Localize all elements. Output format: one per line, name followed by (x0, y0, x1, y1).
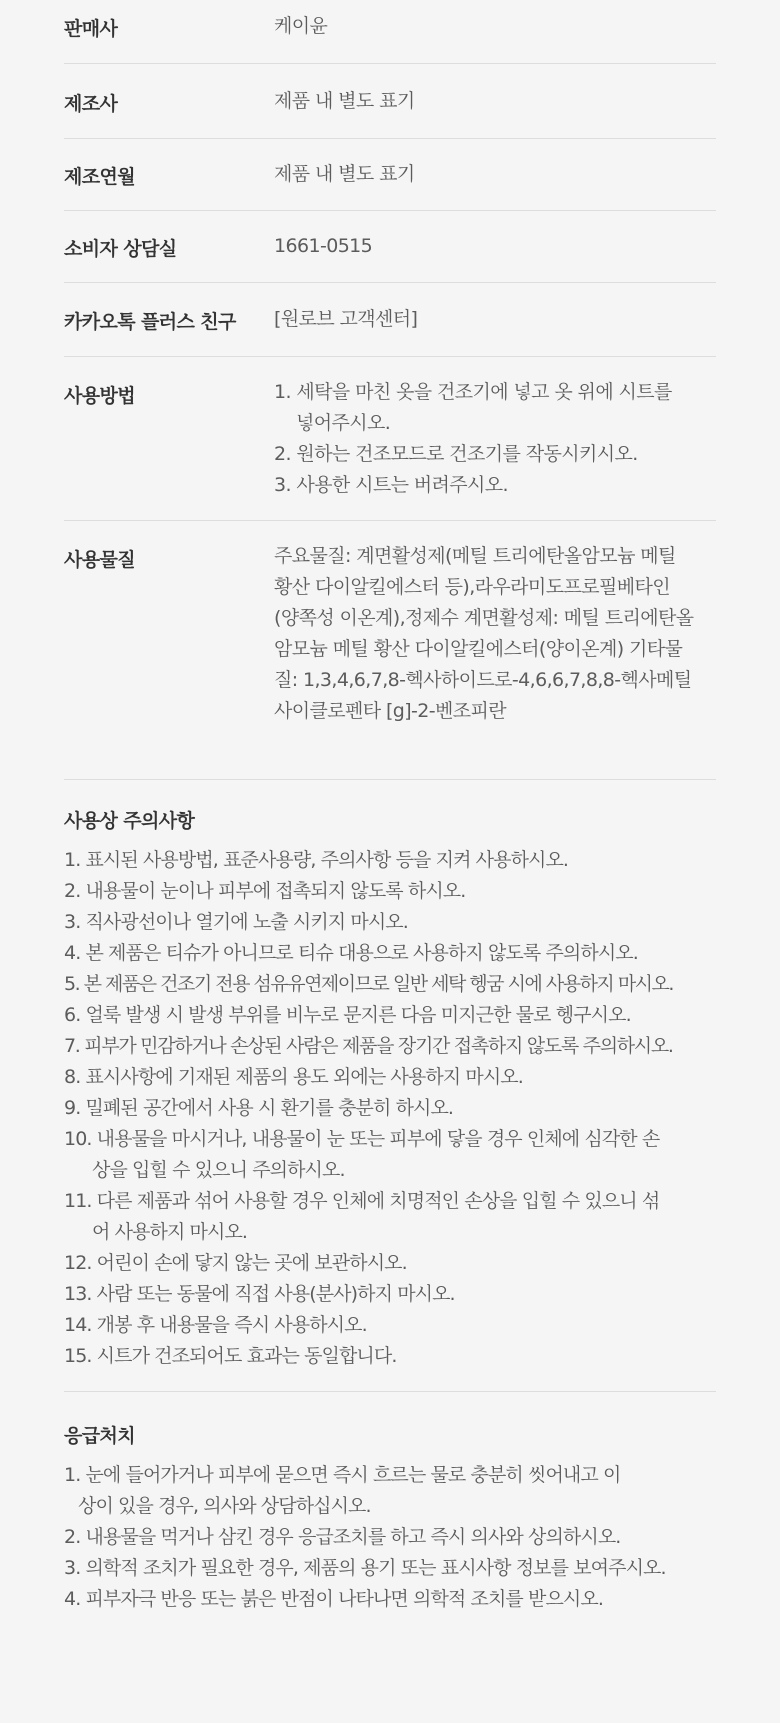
info-row-usage (64, 357, 716, 521)
info-row-kakao-channel (64, 283, 716, 357)
usage-step: 1. 세탁을 마친 옷을 건조기에 넣고 옷 위에 시트를 넣어주시오. (274, 381, 672, 434)
list-item: 5. 본 제품은 건조기 전용 섬유유연제이므로 일반 세탁 헹굼 시에 사용하지 마시오. (64, 973, 673, 995)
info-label: 제조사 (64, 93, 118, 115)
section-divider (64, 1391, 716, 1392)
list-item: 10. 내용물을 마시거나, 내용물이 눈 또는 피부에 닿을 경우 인체에 심각한 손상을 입힐 수 있으니 주의하시오. (64, 1128, 660, 1181)
info-value: 제품 내 별도 표기 (274, 163, 415, 185)
info-value: 케이윤 (274, 15, 328, 37)
list-item: 3. 직사광선이나 열기에 노출 시키지 마시오. (64, 911, 408, 933)
usage-step: 2. 원하는 건조모드로 건조기를 작동시키시오. (274, 443, 638, 465)
list-item: 7. 피부가 민감하거나 손상된 사람은 제품을 장기간 접촉하지 않도록 주의하시오. (64, 1035, 673, 1057)
info-label: 판매사 (64, 18, 118, 40)
info-row-manufacture-date (64, 139, 716, 211)
list-item: 13. 사람 또는 동물에 직접 사용(분사)하지 마시오. (64, 1283, 455, 1305)
info-label: 소비자 상담실 (64, 238, 177, 260)
usage-step: 3. 사용한 시트는 버려주시오. (274, 474, 508, 496)
first-aid-list (64, 1460, 724, 1615)
list-item: 9. 밀폐된 공간에서 사용 시 환기를 충분히 하시오. (64, 1097, 454, 1119)
list-item: 4. 피부자극 반응 또는 붉은 반점이 나타나면 의학적 조치를 받으시오. (64, 1588, 603, 1610)
list-item: 12. 어린이 손에 닿지 않는 곳에 보관하시오. (64, 1252, 407, 1274)
info-label: 카카오톡 플러스 친구 (64, 311, 236, 333)
info-row-seller (64, 0, 716, 64)
list-item: 14. 개봉 후 내용물을 즉시 사용하시오. (64, 1314, 367, 1336)
info-row-materials (64, 521, 716, 780)
info-label: 사용방법 (64, 385, 136, 407)
info-value: 1661-0515 (274, 235, 373, 257)
info-value: 제품 내 별도 표기 (274, 90, 415, 112)
materials-text: 주요물질: 계면활성제(메틸 트리에탄올암모늄 메틸 황산 다이알킬에스터 등),라우라미도프로필베타인 (양쪽성 이온계),정제수 계면활성제: 메틸 트리에탄올암모늄 메틸 황산 다이알킬에스터(양이온계) 기타물질: 1,3,4,6,7,8-헥사하이드로-4,6,6,7,8,8-헥사메틸사이클로펜타 [g]-2-벤조피란 (274, 545, 694, 722)
list-item: 2. 내용물이 눈이나 피부에 접촉되지 않도록 하시오. (64, 880, 466, 902)
usage-steps (274, 377, 694, 501)
list-item: 8. 표시사항에 기재된 제품의 용도 외에는 사용하지 마시오. (64, 1066, 523, 1088)
list-item: 1. 표시된 사용방법, 표준사용량, 주의사항 등을 지켜 사용하시오. (64, 849, 569, 871)
list-item: 2. 내용물을 먹거나 삼킨 경우 응급조치를 하고 즉시 의사와 상의하시오. (64, 1526, 621, 1548)
info-label: 제조연월 (64, 166, 136, 188)
precautions-list (64, 845, 724, 1372)
info-row-manufacturer (64, 64, 716, 139)
list-item: 4. 본 제품은 티슈가 아니므로 티슈 대용으로 사용하지 않도록 주의하시오. (64, 942, 638, 964)
first-aid-title: 응급처치 (64, 1425, 136, 1447)
list-item: 1. 눈에 들어가거나 피부에 묻으면 즉시 흐르는 물로 충분히 씻어내고 이상이 있을 경우, 의사와 상담하십시오. (64, 1464, 621, 1517)
kakao-channel-link[interactable]: [원로브 고객센터] (274, 308, 418, 330)
list-item: 6. 얼룩 발생 시 발생 부위를 비누로 문지른 다음 미지근한 물로 헹구시오. (64, 1004, 631, 1026)
list-item: 11. 다른 제품과 섞어 사용할 경우 인체에 치명적인 손상을 입힐 수 있으니 섞어 사용하지 마시오. (64, 1190, 660, 1243)
list-item: 3. 의학적 조치가 필요한 경우, 제품의 용기 또는 표시사항 정보를 보여주시오. (64, 1557, 666, 1579)
precautions-title: 사용상 주의사항 (64, 810, 195, 832)
info-label: 사용물질 (64, 549, 136, 571)
list-item: 15. 시트가 건조되어도 효과는 동일합니다. (64, 1345, 397, 1367)
info-row-customer-service (64, 211, 716, 283)
